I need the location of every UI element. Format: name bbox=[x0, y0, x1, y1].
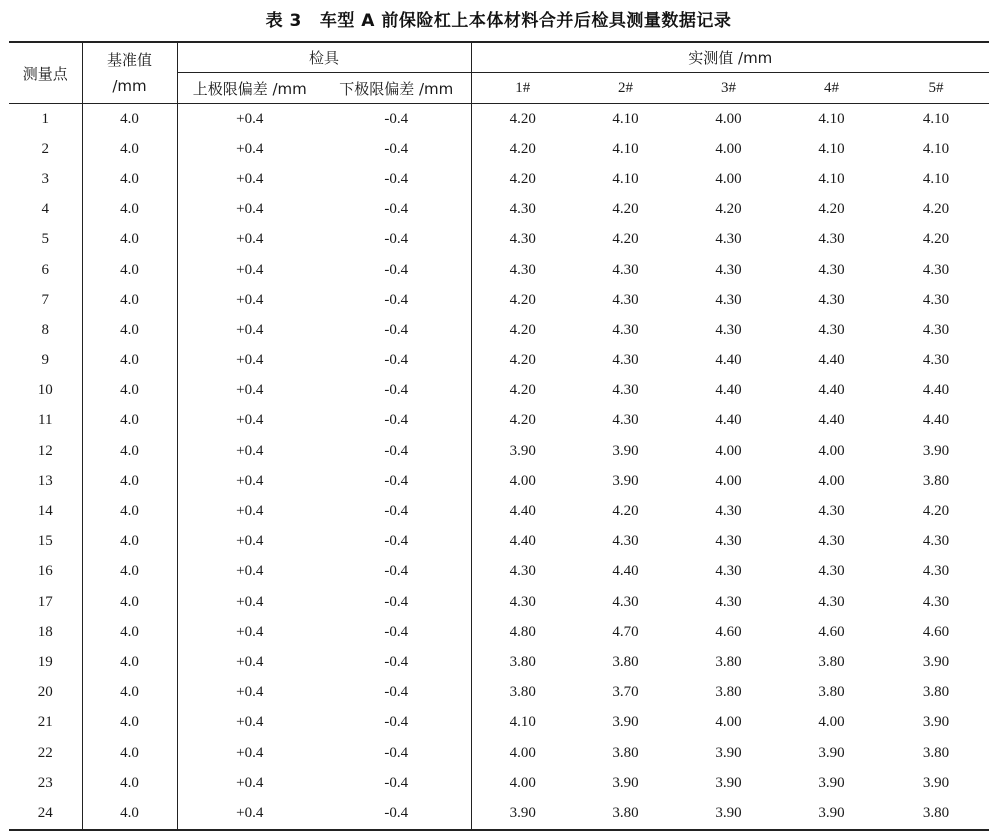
cell-sample-1: 4.30 bbox=[471, 195, 574, 225]
cell-sample-2: 4.30 bbox=[612, 593, 639, 610]
cell-lower: -0.4 bbox=[384, 533, 409, 550]
cell-sample-4: 4.40 bbox=[818, 382, 845, 399]
cell-sample-5: 4.10 bbox=[922, 110, 950, 127]
table-body bbox=[9, 104, 989, 830]
table-row bbox=[9, 617, 989, 647]
cell-sample-2: 4.30 bbox=[612, 291, 639, 308]
cell-sample-2: 3.80 bbox=[574, 798, 677, 829]
cell-base: 4.0 bbox=[82, 134, 177, 164]
cell-lower: -0.4 bbox=[384, 412, 409, 429]
table-row bbox=[9, 708, 989, 738]
table-row bbox=[9, 285, 989, 315]
cell-sample-5: 4.30 bbox=[922, 533, 950, 550]
cell-sample-1: 4.20 bbox=[471, 346, 574, 376]
cell-sample-3: 4.00 bbox=[715, 714, 742, 731]
table-row bbox=[9, 195, 989, 225]
cell-sample-1: 4.20 bbox=[471, 285, 574, 315]
cell-sample-3: 3.80 bbox=[715, 653, 742, 670]
cell-point: 4 bbox=[41, 201, 49, 218]
cell-sample-3: 4.30 bbox=[715, 593, 742, 610]
cell-upper: +0.4 bbox=[177, 798, 322, 829]
cell-sample-1: 4.20 bbox=[471, 134, 574, 164]
cell-sample-2: 3.80 bbox=[612, 653, 639, 670]
cell-sample-3: 4.40 bbox=[715, 382, 742, 399]
cell-sample-2: 4.30 bbox=[612, 382, 639, 399]
cell-sample-2: 3.90 bbox=[612, 472, 639, 489]
cell-sample-1: 4.00 bbox=[471, 738, 574, 768]
cell-sample-5: 3.90 bbox=[922, 653, 950, 670]
cell-sample-2: 4.30 bbox=[612, 321, 639, 338]
table-row bbox=[9, 557, 989, 587]
cell-sample-4: 4.60 bbox=[818, 623, 845, 640]
cell-sample-1: 4.20 bbox=[471, 164, 574, 194]
table-row bbox=[9, 738, 989, 768]
cell-sample-3: 4.30 bbox=[715, 261, 742, 278]
cell-lower: -0.4 bbox=[384, 382, 409, 399]
cell-sample-1: 4.40 bbox=[471, 496, 574, 526]
cell-sample-4: 4.10 bbox=[818, 140, 845, 157]
cell-base: 4.0 bbox=[82, 285, 177, 315]
cell-sample-2: 4.10 bbox=[612, 140, 639, 157]
table-row bbox=[9, 466, 989, 496]
cell-sample-5: 4.30 bbox=[922, 352, 950, 369]
cell-sample-3: 3.80 bbox=[715, 684, 742, 701]
cell-sample-5: 4.30 bbox=[922, 261, 950, 278]
table-row bbox=[9, 376, 989, 406]
cell-base: 4.0 bbox=[82, 738, 177, 768]
cell-base: 4.0 bbox=[82, 406, 177, 436]
cell-sample-1: 4.30 bbox=[471, 557, 574, 587]
cell-sample-3: 4.20 bbox=[715, 201, 742, 218]
cell-sample-4: 3.80 bbox=[818, 684, 845, 701]
cell-upper: +0.4 bbox=[177, 466, 322, 496]
cell-sample-2: 3.90 bbox=[612, 442, 639, 459]
cell-sample-1: 4.00 bbox=[471, 466, 574, 496]
cell-sample-2: 4.30 bbox=[612, 533, 639, 550]
cell-lower: -0.4 bbox=[384, 170, 409, 187]
cell-sample-1: 4.30 bbox=[471, 587, 574, 617]
cell-point: 11 bbox=[38, 412, 53, 429]
cell-base: 4.0 bbox=[82, 164, 177, 194]
cell-point: 20 bbox=[37, 684, 53, 701]
cell-point: 14 bbox=[37, 503, 53, 520]
cell-sample-5: 4.40 bbox=[922, 382, 950, 399]
table-number: 表 3 bbox=[265, 11, 302, 31]
table-row bbox=[9, 768, 989, 798]
cell-sample-4: 4.30 bbox=[818, 563, 845, 580]
cell-sample-4: 4.10 bbox=[818, 110, 845, 127]
cell-sample-3: 4.00 bbox=[715, 472, 742, 489]
cell-sample-2: 4.30 bbox=[612, 261, 639, 278]
cell-base: 4.0 bbox=[82, 557, 177, 587]
cell-upper: +0.4 bbox=[177, 134, 322, 164]
cell-lower: -0.4 bbox=[384, 201, 409, 218]
cell-sample-2: 3.70 bbox=[612, 684, 639, 701]
cell-sample-5: 4.30 bbox=[922, 321, 950, 338]
cell-sample-1: 4.80 bbox=[471, 617, 574, 647]
cell-upper: +0.4 bbox=[177, 164, 322, 194]
header-base-value bbox=[82, 42, 177, 104]
cell-sample-4: 4.00 bbox=[818, 714, 845, 731]
cell-base: 4.0 bbox=[82, 768, 177, 798]
cell-sample-2: 4.30 bbox=[612, 352, 639, 369]
header-sample-1: 1# bbox=[471, 73, 574, 104]
cell-sample-2: 3.90 bbox=[612, 714, 639, 731]
cell-base: 4.0 bbox=[82, 496, 177, 526]
cell-sample-3: 4.00 bbox=[715, 170, 742, 187]
cell-upper: +0.4 bbox=[177, 527, 322, 557]
cell-sample-5: 4.20 bbox=[922, 503, 950, 520]
cell-base: 4.0 bbox=[82, 376, 177, 406]
cell-lower: -0.4 bbox=[384, 321, 409, 338]
cell-sample-4: 4.30 bbox=[818, 321, 845, 338]
cell-sample-4: 3.90 bbox=[780, 798, 883, 829]
cell-upper: +0.4 bbox=[177, 738, 322, 768]
table-row bbox=[9, 255, 989, 285]
cell-sample-3: 3.90 bbox=[715, 774, 742, 791]
cell-base: 4.0 bbox=[82, 195, 177, 225]
header-measure-point: 测量点 bbox=[9, 42, 82, 104]
cell-sample-2: 4.40 bbox=[612, 563, 639, 580]
table-row bbox=[9, 527, 989, 557]
cell-sample-4: 4.30 bbox=[818, 593, 845, 610]
cell-sample-2: 4.30 bbox=[612, 412, 639, 429]
cell-sample-4: 3.90 bbox=[818, 774, 845, 791]
cell-sample-4: 4.00 bbox=[818, 442, 845, 459]
cell-base: 4.0 bbox=[82, 346, 177, 376]
cell-lower: -0.4 bbox=[384, 503, 409, 520]
cell-sample-3: 4.30 bbox=[715, 321, 742, 338]
cell-sample-3: 4.40 bbox=[715, 352, 742, 369]
table-title: 车型 A 前保险杠上本体材料合并后检具测量数据记录 bbox=[319, 11, 732, 31]
cell-point: 5 bbox=[41, 231, 49, 248]
cell-sample-4: 4.00 bbox=[818, 472, 845, 489]
cell-upper: +0.4 bbox=[177, 617, 322, 647]
cell-sample-4: 4.40 bbox=[818, 412, 845, 429]
cell-sample-2: 3.90 bbox=[612, 774, 639, 791]
cell-lower: -0.4 bbox=[384, 110, 409, 127]
cell-sample-3: 3.90 bbox=[677, 798, 780, 829]
header-measured: 实测值 /mm bbox=[471, 42, 989, 73]
cell-sample-5: 4.40 bbox=[922, 412, 950, 429]
cell-sample-5: 3.80 bbox=[922, 472, 950, 489]
header-upper-deviation: 上极限偏差 /mm bbox=[177, 73, 322, 104]
cell-sample-1: 4.30 bbox=[471, 225, 574, 255]
cell-sample-5: 3.80 bbox=[922, 744, 950, 761]
cell-sample-3: 4.40 bbox=[715, 412, 742, 429]
cell-sample-4: 4.30 bbox=[818, 231, 845, 248]
table-row bbox=[9, 346, 989, 376]
cell-sample-5: 4.30 bbox=[922, 563, 950, 580]
cell-point: 6 bbox=[41, 261, 49, 278]
cell-sample-1: 3.80 bbox=[471, 678, 574, 708]
cell-lower: -0.4 bbox=[384, 714, 409, 731]
cell-sample-5: 3.90 bbox=[922, 714, 950, 731]
table-caption bbox=[0, 6, 997, 31]
cell-sample-3: 4.00 bbox=[715, 442, 742, 459]
cell-sample-2: 4.70 bbox=[612, 623, 639, 640]
cell-lower: -0.4 bbox=[384, 472, 409, 489]
cell-sample-5: 3.90 bbox=[922, 442, 950, 459]
cell-sample-5: 3.80 bbox=[883, 798, 989, 829]
cell-point: 7 bbox=[41, 291, 49, 308]
cell-sample-5: 4.30 bbox=[922, 593, 950, 610]
cell-point: 22 bbox=[37, 744, 53, 761]
cell-sample-5: 4.60 bbox=[922, 623, 950, 640]
cell-base: 4.0 bbox=[82, 466, 177, 496]
cell-base: 4.0 bbox=[82, 436, 177, 466]
cell-sample-4: 4.20 bbox=[818, 201, 845, 218]
header-sample-5: 5# bbox=[883, 73, 989, 104]
cell-lower: -0.4 bbox=[384, 744, 409, 761]
cell-sample-5: 4.20 bbox=[922, 231, 950, 248]
header-sample-3: 3# bbox=[677, 73, 780, 104]
cell-sample-2: 4.20 bbox=[612, 503, 639, 520]
cell-sample-3: 4.00 bbox=[715, 110, 742, 127]
cell-lower: -0.4 bbox=[384, 623, 409, 640]
cell-sample-4: 4.40 bbox=[818, 352, 845, 369]
cell-lower: -0.4 bbox=[384, 231, 409, 248]
cell-lower: -0.4 bbox=[384, 593, 409, 610]
cell-sample-2: 4.10 bbox=[612, 170, 639, 187]
header-sample-2: 2# bbox=[574, 73, 677, 104]
cell-point: 16 bbox=[37, 563, 53, 580]
cell-base: 4.0 bbox=[82, 255, 177, 285]
cell-point: 8 bbox=[41, 321, 49, 338]
cell-point: 2 bbox=[41, 140, 49, 157]
cell-upper: +0.4 bbox=[177, 496, 322, 526]
cell-sample-1: 4.40 bbox=[471, 527, 574, 557]
cell-lower: -0.4 bbox=[384, 653, 409, 670]
cell-point: 13 bbox=[37, 472, 53, 489]
table-row bbox=[9, 587, 989, 617]
cell-lower: -0.4 bbox=[384, 352, 409, 369]
table-row bbox=[9, 436, 989, 466]
cell-point: 12 bbox=[37, 442, 53, 459]
table-row bbox=[9, 798, 989, 829]
cell-sample-3: 4.30 bbox=[715, 503, 742, 520]
cell-upper: +0.4 bbox=[177, 346, 322, 376]
table-row bbox=[9, 164, 989, 194]
cell-point: 10 bbox=[37, 382, 53, 399]
cell-sample-1: 3.80 bbox=[471, 647, 574, 677]
cell-sample-5: 4.30 bbox=[922, 291, 950, 308]
table-row bbox=[9, 134, 989, 164]
cell-sample-1: 4.20 bbox=[471, 315, 574, 345]
cell-sample-5: 4.10 bbox=[922, 140, 950, 157]
cell-sample-2: 3.80 bbox=[612, 744, 639, 761]
cell-upper: +0.4 bbox=[177, 376, 322, 406]
table-row bbox=[9, 647, 989, 677]
cell-sample-3: 4.60 bbox=[715, 623, 742, 640]
cell-sample-3: 4.30 bbox=[715, 563, 742, 580]
cell-sample-2: 4.20 bbox=[612, 231, 639, 248]
cell-upper: +0.4 bbox=[177, 678, 322, 708]
cell-point: 9 bbox=[41, 352, 49, 369]
cell-base: 4.0 bbox=[82, 798, 177, 829]
table-row bbox=[9, 315, 989, 345]
cell-sample-1: 3.90 bbox=[471, 436, 574, 466]
cell-upper: +0.4 bbox=[177, 557, 322, 587]
measurement-table bbox=[9, 41, 989, 831]
cell-sample-3: 4.30 bbox=[715, 291, 742, 308]
cell-base: 4.0 bbox=[82, 647, 177, 677]
cell-point: 24 bbox=[9, 798, 82, 829]
cell-lower: -0.4 bbox=[384, 684, 409, 701]
table-row bbox=[9, 104, 989, 135]
header-base-unit: /mm bbox=[112, 77, 147, 95]
cell-sample-1: 3.90 bbox=[471, 798, 574, 829]
cell-point: 21 bbox=[37, 714, 53, 731]
cell-lower: -0.4 bbox=[384, 140, 409, 157]
cell-upper: +0.4 bbox=[177, 406, 322, 436]
table-row bbox=[9, 225, 989, 255]
cell-lower: -0.4 bbox=[384, 774, 409, 791]
cell-upper: +0.4 bbox=[177, 768, 322, 798]
cell-sample-1: 4.20 bbox=[471, 406, 574, 436]
cell-upper: +0.4 bbox=[177, 225, 322, 255]
cell-point: 1 bbox=[41, 110, 49, 127]
header-base-label: 基准值 bbox=[106, 51, 152, 69]
cell-sample-5: 4.20 bbox=[922, 201, 950, 218]
cell-lower: -0.4 bbox=[384, 563, 409, 580]
cell-sample-3: 3.90 bbox=[715, 744, 742, 761]
cell-lower: -0.4 bbox=[322, 798, 471, 829]
cell-lower: -0.4 bbox=[384, 291, 409, 308]
cell-lower: -0.4 bbox=[384, 261, 409, 278]
cell-sample-4: 3.80 bbox=[818, 653, 845, 670]
cell-base: 4.0 bbox=[82, 678, 177, 708]
cell-sample-1: 4.10 bbox=[471, 708, 574, 738]
cell-sample-4: 4.30 bbox=[818, 503, 845, 520]
cell-upper: +0.4 bbox=[177, 104, 322, 135]
cell-upper: +0.4 bbox=[177, 708, 322, 738]
cell-upper: +0.4 bbox=[177, 315, 322, 345]
cell-sample-1: 4.20 bbox=[471, 104, 574, 135]
header-gauge: 检具 bbox=[177, 42, 471, 73]
cell-base: 4.0 bbox=[82, 617, 177, 647]
cell-upper: +0.4 bbox=[177, 647, 322, 677]
cell-point: 17 bbox=[37, 593, 53, 610]
cell-sample-4: 4.10 bbox=[818, 170, 845, 187]
cell-sample-4: 4.30 bbox=[818, 261, 845, 278]
cell-sample-5: 3.90 bbox=[922, 774, 950, 791]
cell-upper: +0.4 bbox=[177, 195, 322, 225]
cell-sample-1: 4.20 bbox=[471, 376, 574, 406]
cell-sample-1: 4.00 bbox=[471, 768, 574, 798]
cell-sample-5: 3.80 bbox=[922, 684, 950, 701]
cell-sample-3: 4.00 bbox=[715, 140, 742, 157]
cell-upper: +0.4 bbox=[177, 436, 322, 466]
cell-upper: +0.4 bbox=[177, 255, 322, 285]
cell-lower: -0.4 bbox=[384, 442, 409, 459]
cell-base: 4.0 bbox=[82, 104, 177, 135]
cell-point: 3 bbox=[41, 170, 49, 187]
cell-base: 4.0 bbox=[82, 587, 177, 617]
cell-upper: +0.4 bbox=[177, 285, 322, 315]
cell-sample-4: 3.90 bbox=[818, 744, 845, 761]
cell-sample-5: 4.10 bbox=[922, 170, 950, 187]
cell-sample-3: 4.30 bbox=[715, 231, 742, 248]
table-row bbox=[9, 406, 989, 436]
cell-sample-2: 4.20 bbox=[612, 201, 639, 218]
cell-sample-2: 4.10 bbox=[612, 110, 639, 127]
cell-base: 4.0 bbox=[82, 527, 177, 557]
table-row bbox=[9, 496, 989, 526]
header-lower-deviation: 下极限偏差 /mm bbox=[322, 73, 471, 104]
table-header bbox=[9, 42, 989, 104]
cell-base: 4.0 bbox=[82, 225, 177, 255]
cell-sample-1: 4.30 bbox=[471, 255, 574, 285]
cell-sample-4: 4.30 bbox=[818, 533, 845, 550]
cell-point: 19 bbox=[37, 653, 53, 670]
cell-point: 23 bbox=[37, 774, 53, 791]
cell-base: 4.0 bbox=[82, 708, 177, 738]
cell-sample-3: 4.30 bbox=[715, 533, 742, 550]
cell-base: 4.0 bbox=[82, 315, 177, 345]
cell-point: 18 bbox=[37, 623, 53, 640]
cell-upper: +0.4 bbox=[177, 587, 322, 617]
header-sample-4: 4# bbox=[780, 73, 883, 104]
cell-point: 15 bbox=[37, 533, 53, 550]
table-row bbox=[9, 678, 989, 708]
cell-sample-4: 4.30 bbox=[818, 291, 845, 308]
